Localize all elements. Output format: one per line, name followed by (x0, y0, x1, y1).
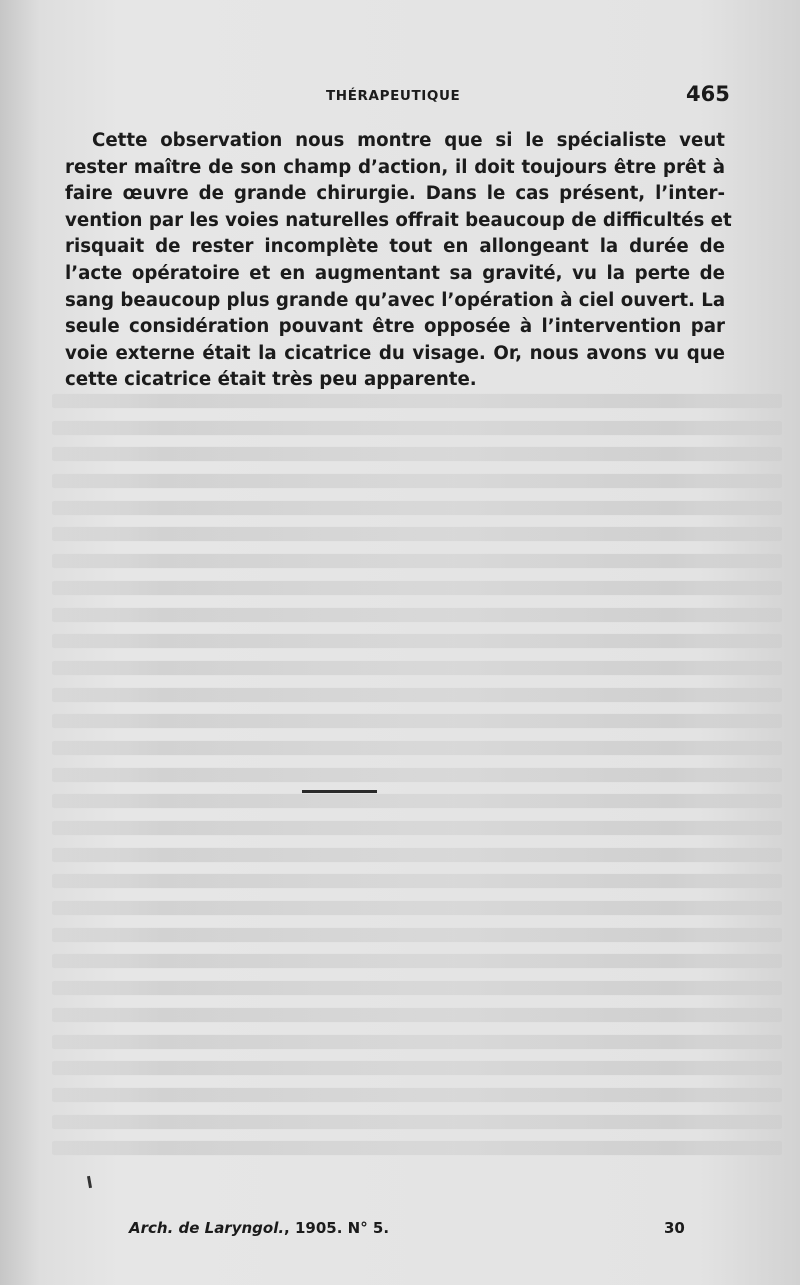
journal-name: Arch. de Laryngol. (129, 1219, 285, 1237)
paragraph-line: Cette observation nous montre que si le spécialiste veut (92, 130, 725, 151)
journal-citation (129, 1219, 389, 1237)
end-of-section-rule (302, 790, 377, 793)
paragraph-line: sang beaucoup plus grande qu’avec l’opération à ciel ouvert. La (65, 289, 726, 311)
paragraph-line: vention par les voies naturelles offrait beaucoup de difficultés et (65, 209, 732, 231)
body-paragraph (65, 128, 732, 394)
paragraph-line: l’acte opératoire et en augmentant sa gravité, vu la perte de (65, 262, 725, 284)
issue-info: , 1905. N° 5. (284, 1219, 390, 1237)
bleed-through-text (52, 388, 782, 1168)
running-title: THÉRAPEUTIQUE (326, 88, 461, 104)
paragraph-line: faire œuvre de grande chirurgie. Dans le cas présent, l’inter- (65, 183, 725, 205)
signature-mark: 30 (664, 1219, 685, 1237)
ink-speck (87, 1176, 92, 1188)
page-number: 465 (686, 82, 730, 106)
page-header (0, 82, 800, 110)
paragraph-line: cette cicatrice était très peu apparente. (65, 369, 477, 391)
paragraph-line: rester maître de son champ d’action, il doit toujours être prêt à (65, 156, 725, 178)
paragraph-line: seule considération pouvant être opposée à l’intervention par (65, 316, 725, 338)
paragraph-line: risquait de rester incomplète tout en allongeant la durée de (65, 236, 725, 258)
paragraph-line: voie externe était la cicatrice du visage. Or, nous avons vu que (65, 342, 725, 364)
